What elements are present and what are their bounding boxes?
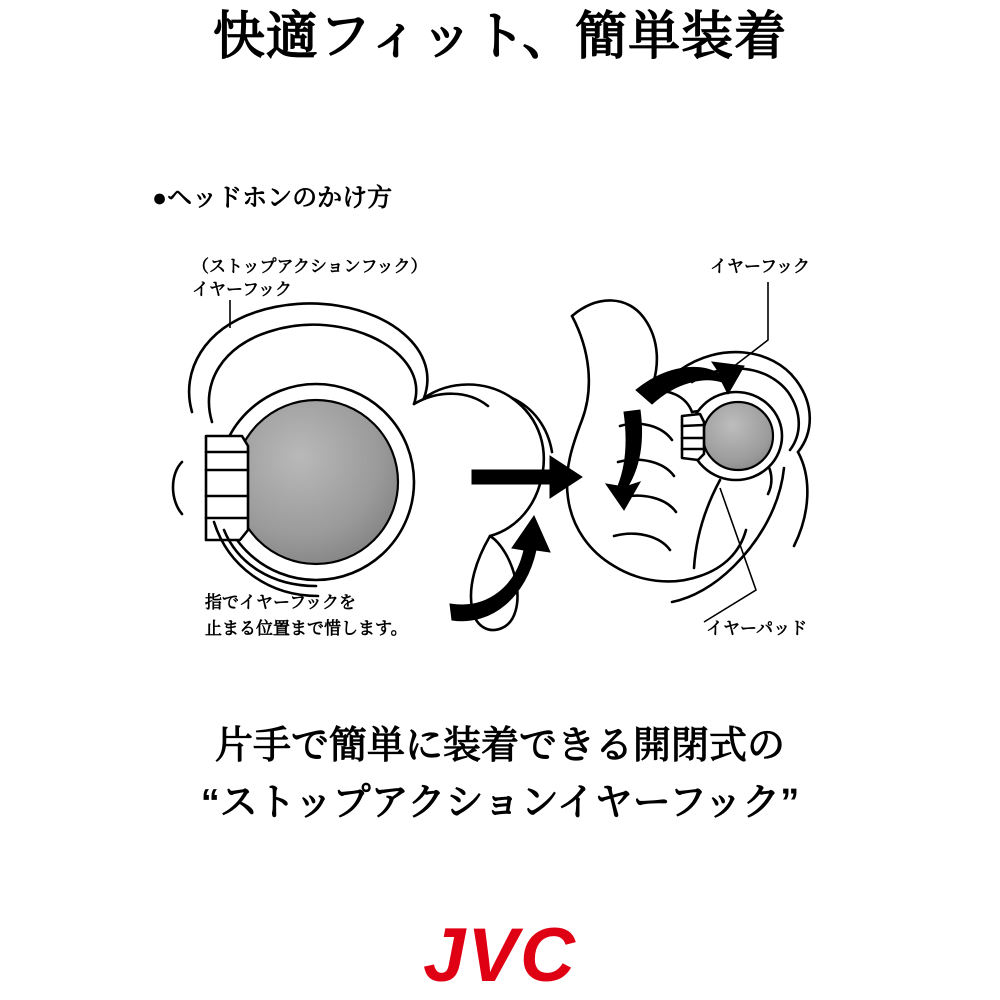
left-driver-disc — [234, 400, 398, 564]
brand-logo — [0, 912, 1000, 999]
right-driver-disc — [703, 402, 773, 470]
left-headphone-illustration — [173, 303, 552, 629]
callout-right-earhook: イヤーフック — [710, 257, 810, 276]
callout-left-earhook-line1: （ストップアクションフック） — [192, 257, 428, 276]
callout-earpad: イヤーパッド — [706, 619, 808, 638]
hand-wearing-headphone-illustration — [567, 300, 810, 602]
bottom-copy — [0, 718, 1000, 832]
straight-arrow-right-icon — [472, 456, 582, 498]
bottom-copy-line1: 片手で簡単に装着できる開閉式の — [214, 725, 785, 767]
headphone-diagram — [120, 230, 900, 670]
callout-left-earhook-line2: イヤーフック — [192, 279, 292, 299]
bottom-copy-line2: “ストップアクションイヤーフック” — [200, 782, 800, 824]
brand-logo-text: JVC — [423, 913, 577, 998]
finger-instruction-line1: 指でイヤーフックを — [205, 593, 356, 612]
finger-instruction-line2: 止まる位置まで惜します。 — [205, 619, 408, 639]
page-title: 快適フィット、簡単装着 — [212, 8, 788, 66]
section-heading: ●ヘッドホンのかけ方 — [152, 184, 393, 212]
